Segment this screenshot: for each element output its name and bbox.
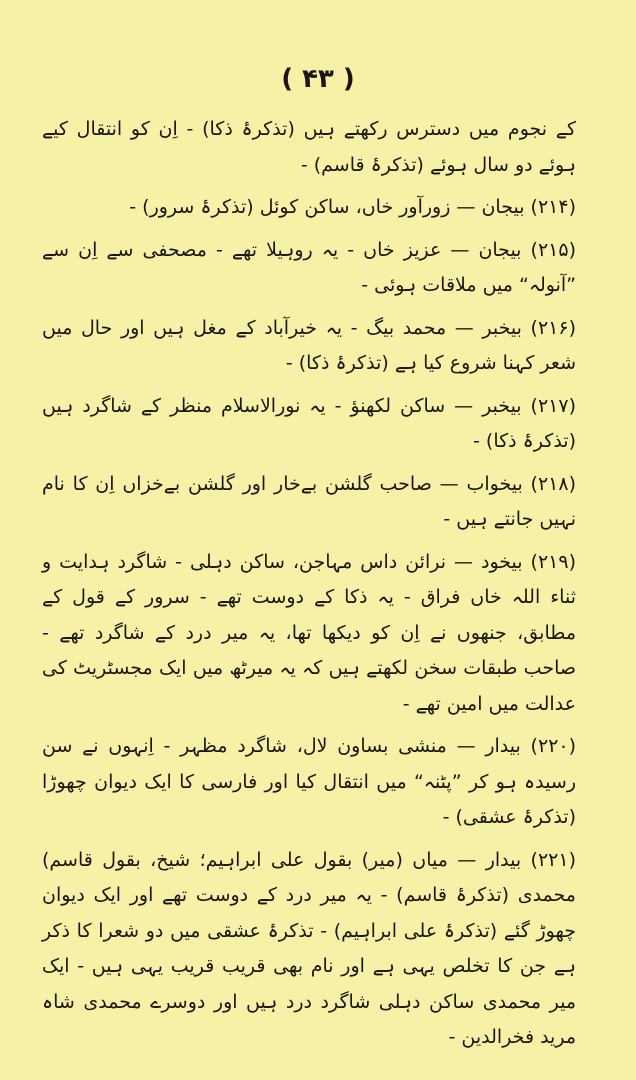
entry-217: (۲۱۷) بیخبر — ساکن لکھنؤ - یہ نورالاسلام منظر کے شاگرد ہیں (تذکرۂ ذکا) - [42, 394, 576, 452]
entry-221: (۲۲۱) بیدار — میاں (میر) بقول علی ابراہیم؛ شیخ، بقول قاسم) محمدی (تذکرۂ قاسم) - یہ میر درد کے دوست تھے اور ایک دیوان چھوڑ گئے (تذکرۂ علی ابراہیم) - تذکرۂ عشقی میں دو شعرا کا ذکر ہے جن کا تخلص یہی ہے اور نام بھی قریب قریب یہی ہیں - ایک میر محمدی ساکن دہلی شاگرد درد ہیں اور دوسرے محمدی شاہ مرید فخرالدین - [42, 848, 576, 1048]
entry-214: (۲۱۴) بیجان — زورآور خاں، ساکن کوئل (تذکرۂ سرور) - [129, 196, 576, 218]
entry-219: (۲۱۹) بیخود — نرائن داس مہاجن، ساکن دہلی - شاگرد ہدایت و ثناء اللہ خاں فراق - یہ ذکا کے دوست تھے - سرور کے قول کے مطابق، جنھوں نے اِن کو دیکھا تھا، یہ میر درد کے شاگرد تھے - صاحب طبقات سخن لکھتے ہیں کہ یہ میرٹھ میں ایک مجسٹریٹ کی عدالت میں امین تھے - [42, 550, 576, 715]
entry-218: (۲۱۸) بیخواب — صاحب گلشن بےخار اور گلشن بےخزاں اِن کا نام نہیں جانتے ہیں - [42, 472, 576, 530]
entry-220: (۲۲۰) بیدار — منشی بساون لال، شاگرد مظہر - اِنہوں نے سن رسیدہ ہو کر ”پٹنہ“ میں انتقال کیا اور فارسی کا ایک دیوان چھوڑا (تذکرۂ عشقی) - [42, 735, 576, 828]
page-number: ( ۴۳ ) [281, 64, 355, 94]
entry-216: (۲۱۶) بیخبر — محمد بیگ - یہ خیرآباد کے مغل ہیں اور حال میں شعر کہنا شروع کیا ہے (تذکرۂ ذکا) - [42, 316, 576, 374]
page-body [42, 112, 576, 1056]
paragraph-continuation: کے نجوم میں دسترس رکھتے ہیں (تذکرۂ ذکا) - اِن کو انتقال کیے ہوئے دو سال ہوئے (تذکرۂ قاسم) - [42, 118, 576, 176]
entry-215: (۲۱۵) بیجان — عزیز خاں - یہ روہیلا تھے - مصحفی سے اِن سے ”آنولہ“ میں ملاقات ہوئی - [42, 238, 576, 296]
